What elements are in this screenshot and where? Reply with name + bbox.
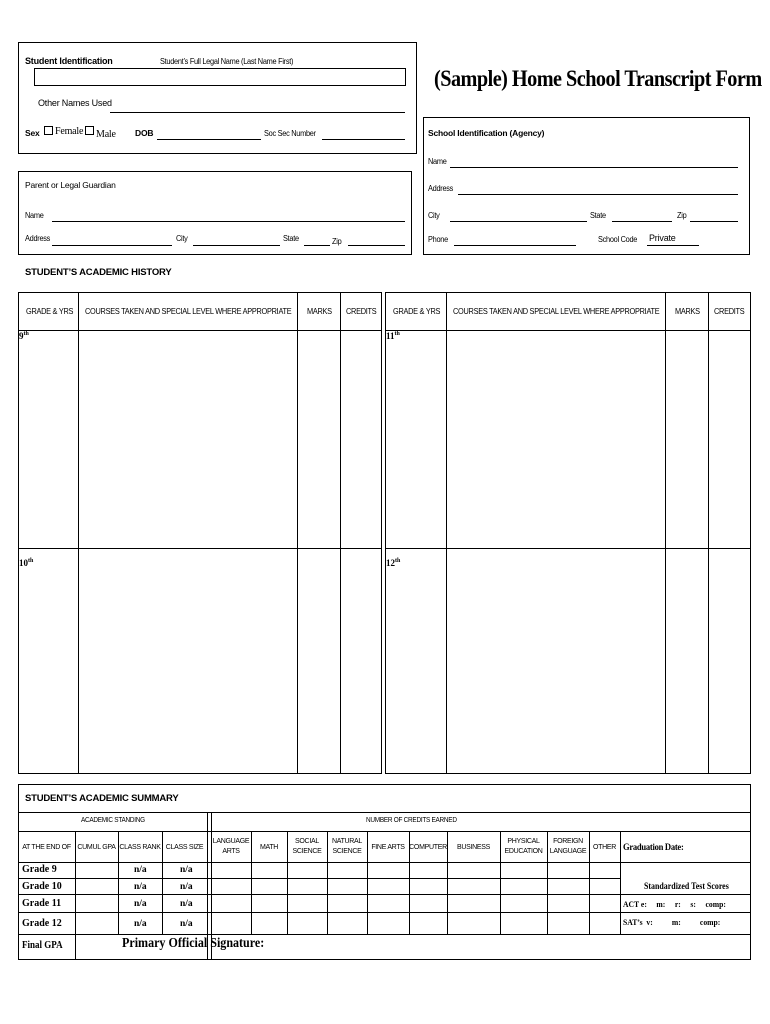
- school-name-label: Name: [428, 157, 447, 166]
- guardian-heading: Parent or Legal Guardian: [25, 180, 116, 190]
- guardian-name-field[interactable]: [52, 221, 405, 222]
- ssn-label: Soc Sec Number: [264, 129, 316, 138]
- guardian-address-field[interactable]: [52, 245, 172, 246]
- col-rank-header: CLASS RANK: [119, 844, 161, 851]
- summary-row-grade-12: Grade 12: [22, 918, 62, 929]
- summary-heading-rule: [18, 812, 751, 813]
- history-right-header-rule: [385, 330, 751, 331]
- student-identification-heading: Student Identification: [25, 56, 113, 66]
- school-identification-heading: School Identification (Agency): [428, 128, 545, 138]
- school-state-field[interactable]: [612, 221, 672, 222]
- grade-9-label: 9th: [19, 331, 29, 341]
- col-for-header: FOREIGN LANGUAGE: [549, 838, 587, 855]
- history-left-col3: [340, 292, 341, 774]
- ssn-field[interactable]: [322, 139, 405, 140]
- col-phys-header: PHYSICAL EDUCATION: [504, 838, 543, 855]
- size-grade-11: n/a: [180, 899, 193, 909]
- summary-row-rule-2: [18, 894, 751, 895]
- school-code-value[interactable]: Private: [649, 233, 676, 243]
- history-right-grade-header: GRADE & YRS: [393, 307, 441, 316]
- female-checkbox[interactable]: [44, 126, 53, 135]
- school-phone-field[interactable]: [454, 245, 576, 246]
- school-name-field[interactable]: [450, 167, 738, 168]
- academic-summary-heading: STUDENT’S ACADEMIC SUMMARY: [25, 793, 179, 804]
- school-address-field[interactable]: [458, 194, 738, 195]
- rank-grade-11: n/a: [134, 899, 147, 909]
- col-end-header: AT THE END OF: [22, 844, 71, 851]
- summary-col-right: [620, 831, 621, 935]
- school-zip-field[interactable]: [690, 221, 738, 222]
- summary-row-rule-1: [18, 878, 620, 879]
- history-table-right: [385, 292, 751, 774]
- graduation-date-label: Graduation Date:: [623, 843, 684, 853]
- school-zip-label: Zip: [677, 211, 687, 220]
- male-option[interactable]: Male: [85, 126, 116, 137]
- school-code-field: [647, 245, 699, 246]
- col-size-header: CLASS SIZE: [165, 844, 204, 851]
- history-left-courses-header: COURSES TAKEN AND SPECIAL LEVEL WHERE APPROPRIATE: [85, 307, 292, 316]
- school-code-label: School Code: [598, 235, 638, 244]
- history-left-col1: [78, 292, 79, 774]
- summary-row-grade-9: Grade 9: [22, 864, 57, 875]
- grade-10-label: 10th: [19, 558, 34, 568]
- size-grade-9: n/a: [180, 865, 193, 875]
- guardian-name-label: Name: [25, 211, 44, 220]
- history-right-mid-rule: [385, 548, 751, 549]
- school-state-label: State: [590, 211, 606, 220]
- col-comp-header: COMPUTER: [409, 844, 447, 851]
- col-fine-header: FINE ARTS: [371, 844, 405, 851]
- final-gpa-label: Final GPA: [22, 940, 63, 951]
- col-other-header: OTHER: [592, 844, 616, 851]
- summary-row-rule-4: [18, 934, 751, 935]
- history-right-courses-header: COURSES TAKEN AND SPECIAL LEVEL WHERE APPROPRIATE: [453, 307, 660, 316]
- history-right-col1: [446, 292, 447, 774]
- guardian-zip-field[interactable]: [348, 245, 405, 246]
- history-right-col2: [665, 292, 666, 774]
- history-left-header-rule: [18, 330, 382, 331]
- guardian-state-label: State: [283, 234, 299, 243]
- academic-standing-header: ACADEMIC STANDING: [81, 817, 145, 824]
- summary-colheader-rule: [18, 862, 751, 863]
- guardian-zip-label: Zip: [332, 237, 342, 246]
- history-left-col2: [297, 292, 298, 774]
- credits-earned-header: NUMBER OF CREDITS EARNED: [366, 817, 457, 824]
- history-left-marks-header: MARKS: [307, 307, 332, 316]
- history-right-credits-header: CREDITS: [714, 307, 745, 316]
- school-city-label: City: [428, 211, 440, 220]
- guardian-state-field[interactable]: [304, 245, 330, 246]
- col-lang-header: LANGUAGE ARTS: [212, 838, 250, 855]
- size-grade-12: n/a: [180, 919, 193, 929]
- summary-row-rule-3: [18, 912, 751, 913]
- history-right-col3: [708, 292, 709, 774]
- summary-row-grade-10: Grade 10: [22, 881, 62, 892]
- col-math-header: MATH: [259, 844, 279, 851]
- standardized-test-scores-label: Standardized Test Scores: [644, 881, 729, 891]
- page-title: (Sample) Home School Transcript Form: [434, 66, 762, 91]
- dob-label: DOB: [135, 128, 154, 138]
- guardian-city-field[interactable]: [193, 245, 280, 246]
- school-address-label: Address: [428, 184, 454, 193]
- col-soc-header: SOCIAL SCIENCE: [292, 838, 322, 855]
- full-name-label: Student’s Full Legal Name (Last Name First): [160, 57, 294, 66]
- summary-group-rule: [18, 831, 751, 832]
- other-names-field[interactable]: [110, 112, 405, 113]
- grade-11-label: 11th: [386, 331, 400, 341]
- rank-grade-12: n/a: [134, 919, 147, 929]
- sex-label: Sex: [25, 128, 40, 138]
- col-nat-header: NATURAL SCIENCE: [331, 838, 363, 855]
- history-right-marks-header: MARKS: [675, 307, 700, 316]
- history-left-mid-rule: [18, 548, 382, 549]
- guardian-address-label: Address: [25, 234, 51, 243]
- full-name-field[interactable]: [34, 68, 406, 86]
- dob-field[interactable]: [157, 139, 261, 140]
- rank-grade-10: n/a: [134, 882, 147, 892]
- school-city-field[interactable]: [450, 221, 587, 222]
- signature-label: Primary Official Signature:: [122, 936, 265, 951]
- rank-grade-9: n/a: [134, 865, 147, 875]
- act-scores: ACT e: m: r: s: comp:: [623, 899, 726, 909]
- guardian-city-label: City: [176, 234, 188, 243]
- history-table-left: [18, 292, 382, 774]
- school-phone-label: Phone: [428, 235, 448, 244]
- sat-scores: SAT’s v: m: comp:: [623, 917, 721, 927]
- col-gpa-header: CUMUL GPA: [77, 844, 116, 851]
- male-checkbox[interactable]: [85, 126, 94, 135]
- female-option[interactable]: Female: [44, 126, 83, 137]
- grade-12-label: 12th: [386, 558, 401, 568]
- other-names-label: Other Names Used: [38, 98, 112, 108]
- summary-row-grade-11: Grade 11: [22, 898, 62, 909]
- academic-history-heading: STUDENT’S ACADEMIC HISTORY: [25, 267, 172, 278]
- col-bus-header: BUSINESS: [457, 844, 490, 851]
- history-left-credits-header: CREDITS: [346, 307, 377, 316]
- size-grade-10: n/a: [180, 882, 193, 892]
- history-left-grade-header: GRADE & YRS: [26, 307, 74, 316]
